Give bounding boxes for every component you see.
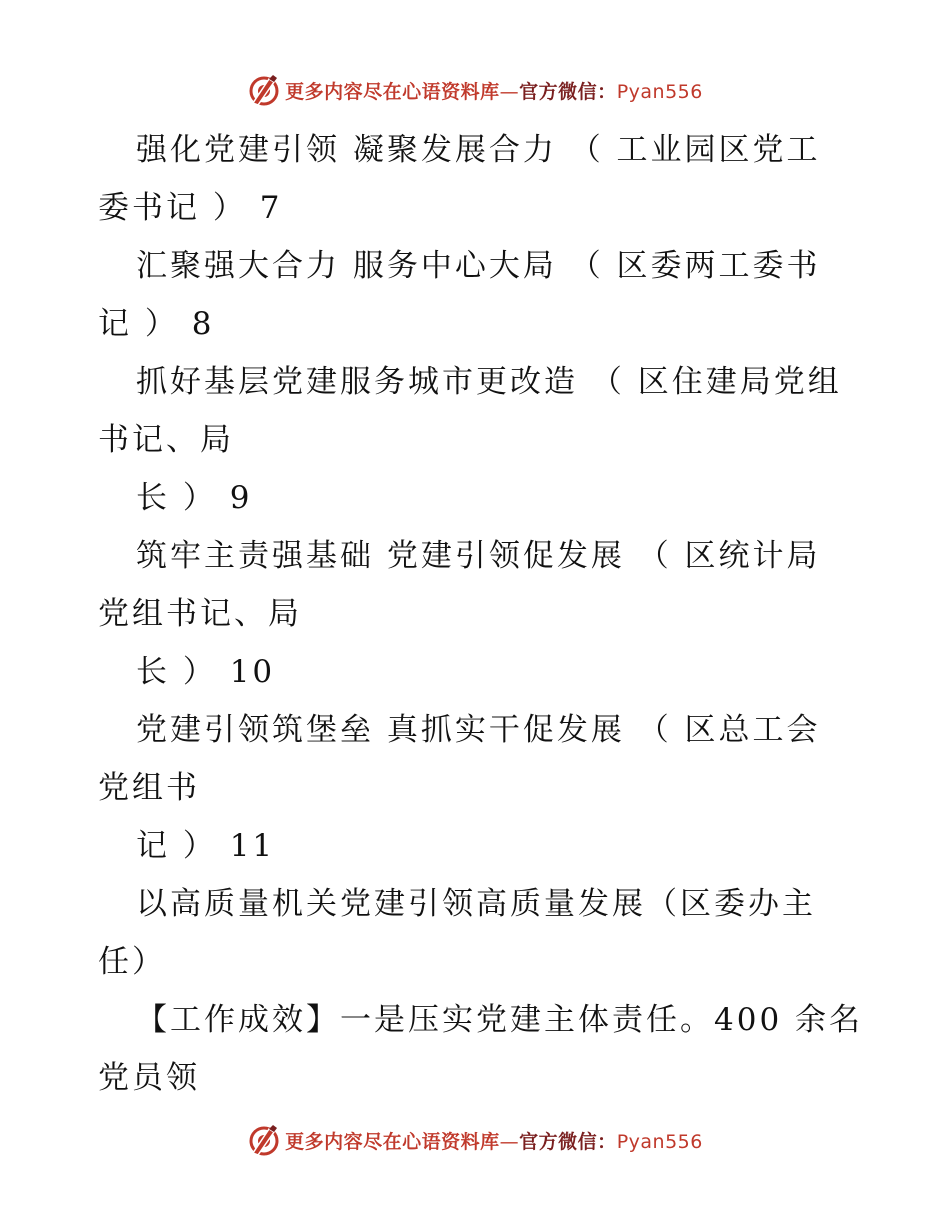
toc-entry-continuation: 长 ） 10	[136, 654, 276, 690]
pen-seal-logo-icon	[247, 73, 281, 107]
toc-entry-title: 党建引领筑堡垒 真抓实干促发展 （ 区总工会	[136, 712, 821, 748]
watermark-text	[285, 1127, 703, 1154]
toc-entry-continuation: 党组书	[98, 770, 200, 806]
watermark-wechat-id: Pyan556	[616, 80, 703, 103]
pen-seal-logo-icon	[247, 1123, 281, 1157]
toc-entry-title: 汇聚强大合力 服务中心大局 （ 区委两工委书	[136, 248, 821, 284]
toc-entry-continuation: 党组书记、局	[98, 596, 302, 632]
toc-entry-continuation: 书记、局	[98, 422, 234, 458]
toc-entry-continuation: 记 ） 11	[136, 828, 276, 864]
watermark-brand: 更多内容尽在心语资料库	[285, 1130, 500, 1153]
toc-entry-continuation: 长 ） 9	[136, 480, 253, 516]
body-paragraph: 【工作成效】一是压实党建主体责任。400 余名	[136, 1002, 864, 1038]
toc-entry-title: 筑牢主责强基础 党建引领促发展 （ 区统计局	[136, 538, 821, 574]
watermark-wechat-label: 官方微信：	[519, 80, 617, 103]
toc-entry-title: 抓好基层党建服务城市更改造 （ 区住建局党组	[136, 364, 842, 400]
toc-entry-continuation: 任）	[98, 944, 166, 980]
watermark-wechat-id: Pyan556	[616, 1130, 703, 1153]
toc-entry-continuation: 委书记 ） 7	[98, 190, 283, 226]
watermark-text	[285, 77, 703, 104]
watermark-dash: —	[499, 80, 520, 103]
watermark-dash: —	[499, 1130, 520, 1153]
toc-entry-title: 以高质量机关党建引领高质量发展（区委办主	[136, 886, 816, 922]
header-watermark	[0, 70, 950, 110]
watermark-brand: 更多内容尽在心语资料库	[285, 80, 500, 103]
watermark-wechat-label: 官方微信：	[519, 1130, 617, 1153]
body-paragraph-continuation: 党员领	[98, 1060, 200, 1096]
toc-entry-continuation: 记 ） 8	[98, 306, 215, 342]
footer-watermark	[0, 1120, 950, 1160]
toc-entry-title: 强化党建引领 凝聚发展合力 （ 工业园区党工	[136, 132, 821, 168]
